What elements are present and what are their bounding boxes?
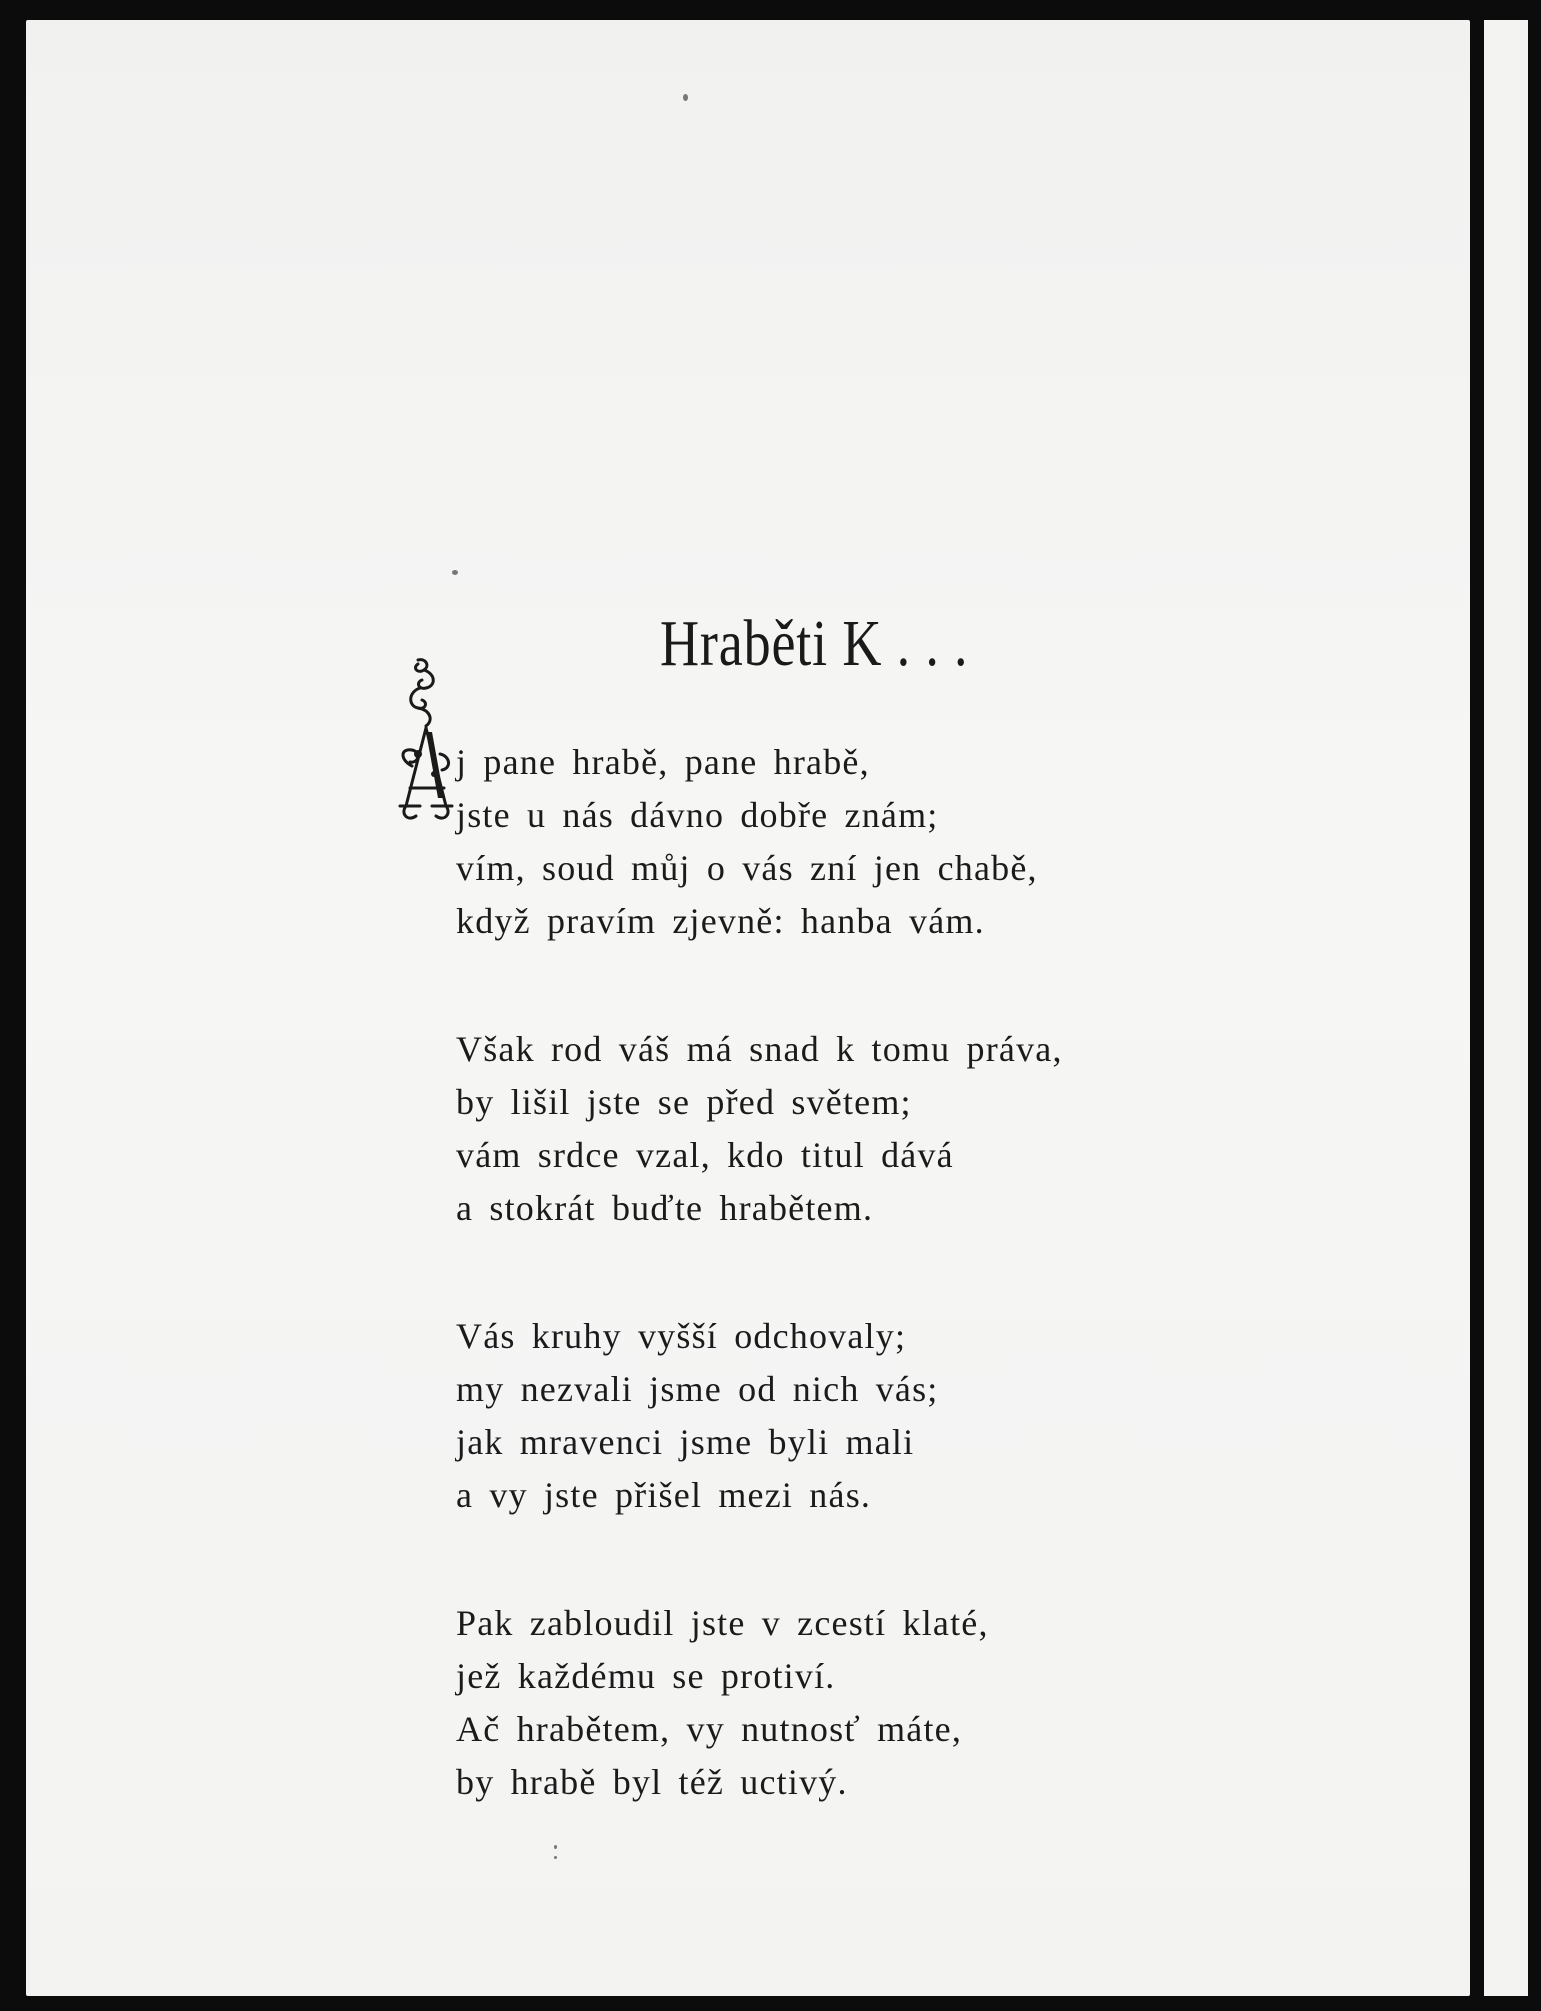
verse-line: by lišil jste se před světem; [456,1082,912,1122]
stanza-1 [456,736,1216,948]
stanza-2 [456,1023,1216,1235]
verse-line: Vás kruhy vyšší odchovaly; [456,1316,907,1356]
verse-line: my nezvali jsme od nich vás; [456,1369,939,1409]
poem-title: Hraběti K . . . [660,607,969,680]
verse-line: jež každému se protiví. [456,1656,836,1696]
stanza-3 [456,1310,1216,1522]
ornamental-initial-a [396,656,454,826]
facing-page-edge [1484,20,1528,1996]
verse-line: a vy jste přišel mezi nás. [456,1475,872,1515]
verse-line: j pane hrabě, pane hrabě, [456,742,870,782]
paper-speck [452,570,458,575]
verse-line: a stokrát buďte hrabětem. [456,1188,874,1228]
verse-line: jak mravenci jsme byli mali [456,1422,915,1462]
verse-line: vím, soud můj o vás zní jen chabě, [456,848,1038,888]
verse-line: Pak zabloudil jste v zcestí klaté, [456,1603,989,1643]
stanza-4 [456,1597,1216,1809]
verse-line: když pravím zjevně: hanba vám. [456,901,985,941]
verse-line: jste u nás dávno dobře znám; [456,795,939,835]
verse-line: vám srdce vzal, kdo titul dává [456,1135,954,1175]
verse-line: by hrabě byl též uctivý. [456,1762,848,1802]
poem-body [456,736,1216,1884]
paper-speck [683,94,688,101]
verse-line: Však rod váš má snad k tomu práva, [456,1029,1063,1069]
verse-line: Ač hrabětem, vy nutnosť máte, [456,1709,963,1749]
